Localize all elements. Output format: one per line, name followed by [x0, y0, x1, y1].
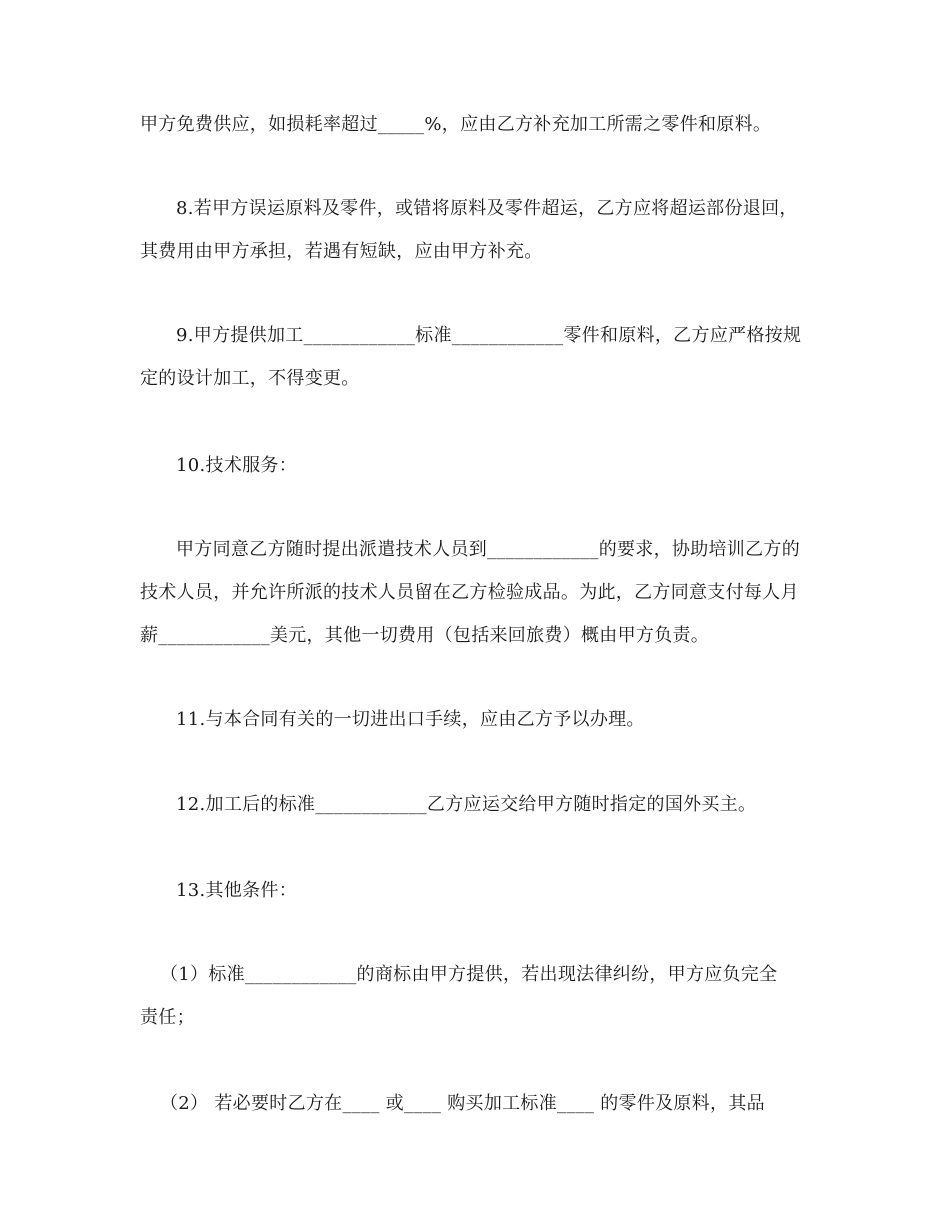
clause-8-line-2: 其费用由甲方承担，若遇有短缺，应由甲方补充。 [140, 241, 543, 262]
technical-service-line-2: 技术人员，并允许所派的技术人员留在乙方检验成品。为此，乙方同意支付每人月 [140, 582, 799, 603]
clause-10-heading: 10.技术服务： [176, 455, 298, 476]
clause-9-line-1: 9.甲方提供加工____________标准____________零件和原料，乙方应严格按规 [176, 325, 802, 346]
clause-9-line-2: 定的设计加工，不得变更。 [140, 368, 360, 389]
condition-1-line-1: （1）标准____________的商标由甲方提供，若出现法律纠纷，甲方应负完全 [160, 964, 778, 985]
clause-8-line-1: 8.若甲方误运原料及零件，或错将原料及零件超运，乙方应将超运部份退回， [176, 198, 798, 219]
technical-service-line-1: 甲方同意乙方随时提出派遣技术人员到____________的要求，协助培训乙方的 [176, 539, 800, 560]
paragraph-line: 甲方免费供应，如损耗率超过_____%，应由乙方补充加工所需之零件和原料。 [140, 114, 772, 135]
clause-13-heading: 13.其他条件： [176, 880, 298, 901]
condition-1-line-2: 责任； [140, 1007, 195, 1028]
clause-12-line: 12.加工后的标准____________乙方应运交给甲方随时指定的国外买主。 [176, 794, 757, 815]
clause-11-line: 11.与本合同有关的一切进出口手续，应由乙方予以办理。 [176, 709, 645, 730]
condition-2-line-1: （2） 若必要时乙方在____ 或____ 购买加工标准____ 的零件及原料，其品 [160, 1093, 765, 1114]
technical-service-line-3: 薪____________美元，其他一切费用（包括来回旅费）概由甲方负责。 [140, 625, 710, 646]
